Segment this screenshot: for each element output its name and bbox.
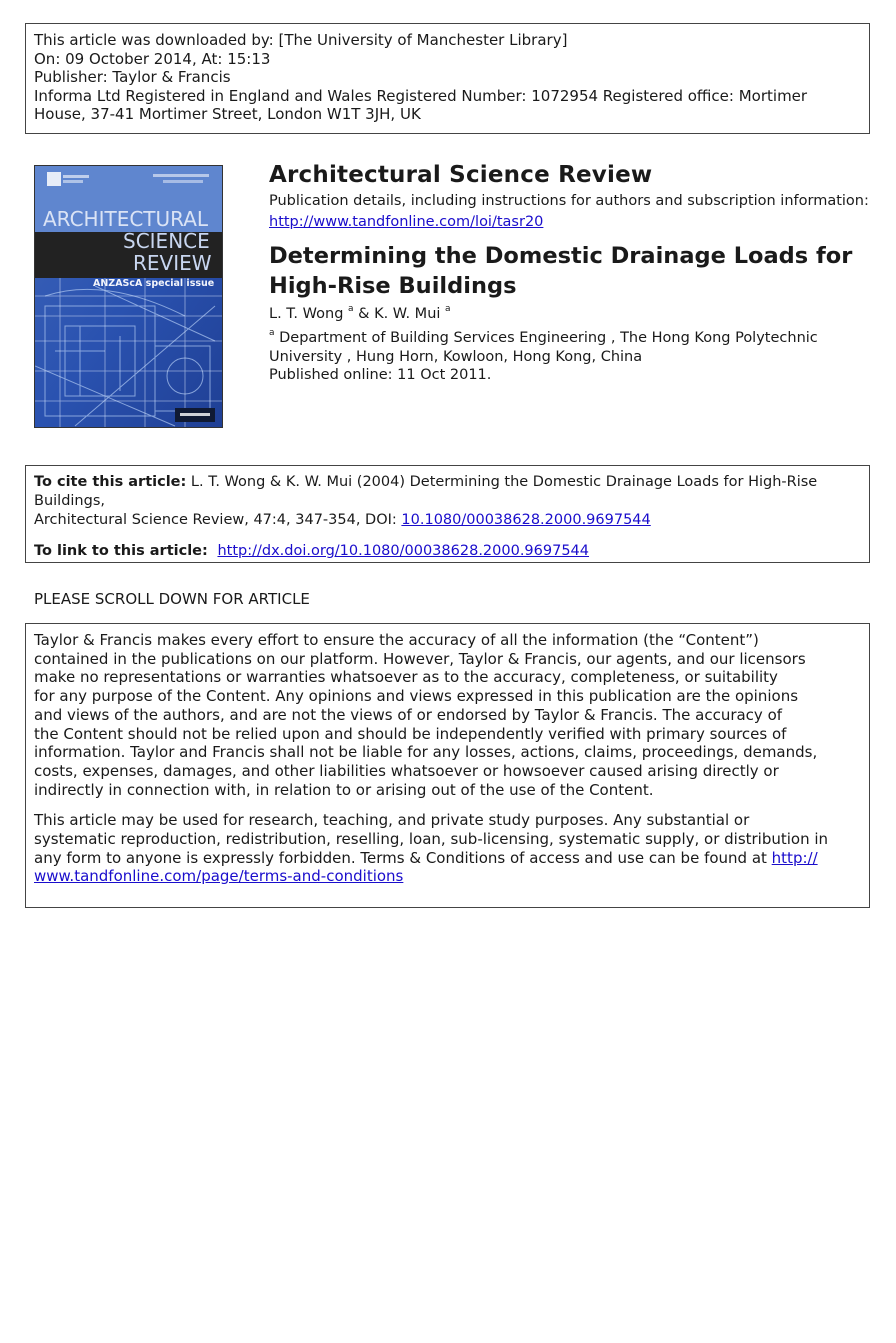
terms-link-part1[interactable]: http://	[771, 848, 818, 867]
terms-p1-line: indirectly in connection with, in relation to or arising out of the use of the Content.	[34, 780, 654, 799]
terms-p1-line: make no representations or warranties whatsoever as to the accuracy, completeness, or suitability	[34, 668, 778, 687]
publisher-line: Publisher: Taylor & Francis	[34, 68, 231, 86]
affiliation-line1: Department of Building Services Engineering , The Hong Kong Polytechnic	[274, 330, 818, 346]
cite-text-line1: L. T. Wong & K. W. Mui (2004) Determining the Domestic Drainage Loads for High-Rise Buildings,	[34, 474, 818, 509]
registration-line: Informa Ltd Registered in England and Wales Registered Number: 1072954 Registered office: Mortimer	[34, 86, 808, 105]
terms-p2-line2: systematic reproduction, redistribution, reselling, loan, sub-licensing, systematic supply, or distribution in	[34, 830, 829, 849]
cover-title-text: ARCHITECTURAL	[43, 207, 209, 231]
terms-p2-line1: This article may be used for research, teaching, and private study purposes. Any substantial or	[34, 811, 750, 830]
cover-special-issue-text: ANZAScA special issue	[93, 278, 215, 289]
author-mui-affil-mark: a	[445, 304, 451, 314]
terms-paragraph-1	[34, 631, 861, 799]
terms-box	[25, 623, 870, 908]
cite-text-line2: Architectural Science Review, 47:4, 347-354, DOI:	[34, 512, 402, 528]
article-title-line2: High-Rise Buildings	[269, 273, 517, 299]
download-date-line: On: 09 October 2014, At: 15:13	[34, 49, 271, 68]
authors-line	[269, 305, 869, 324]
article-title-line1: Determining the Domestic Drainage Loads for	[269, 243, 853, 269]
link-line	[34, 542, 861, 561]
terms-p1-line: and views of the authors, and are not the views of or endorsed by Taylor & Francis. The accuracy of	[34, 705, 783, 724]
author-wong: L. T. Wong	[269, 306, 344, 322]
journal-cover-image	[34, 165, 223, 428]
terms-p1-line: Taylor & Francis makes every effort to ensure the accuracy of all the information (the “Content”)	[34, 631, 759, 649]
article-title	[269, 241, 869, 301]
terms-p1-line: for any purpose of the Content. Any opinions and views expressed in this publication are the opinions	[34, 687, 799, 706]
terms-p1-line: costs, expenses, damages, and other liabilities whatsoever or howsoever caused arising directly or	[34, 761, 779, 780]
scroll-down-notice: PLEASE SCROLL DOWN FOR ARTICLE	[34, 590, 310, 608]
author-mui: K. W. Mui	[374, 306, 441, 322]
terms-p2-line3	[34, 849, 861, 868]
link-label: To link to this article:	[34, 543, 213, 559]
terms-p2-line4	[34, 867, 861, 886]
cover-review-text: REVIEW	[133, 251, 212, 275]
terms-p1-line: the Content should not be relied upon and should be independently verified with primary sources of	[34, 724, 787, 743]
author-wong-affil-mark: a	[348, 304, 354, 314]
downloaded-by-line: This article was downloaded by: [The University of Manchester Library]	[34, 31, 568, 49]
cite-line2	[34, 511, 861, 530]
publication-details-text: Publication details, including instructions for authors and subscription information:	[269, 193, 869, 209]
terms-p1-line: contained in the publications on our platform. However, Taylor & Francis, our agents, and our licensors	[34, 649, 806, 668]
affiliation-mark: a	[269, 328, 275, 338]
published-online-date: Published online: 11 Oct 2011.	[269, 367, 492, 383]
cite-label: To cite this article:	[34, 474, 187, 490]
journal-title: Architectural Science Review	[269, 162, 653, 188]
affiliation-line2: University , Hung Horn, Kowloon, Hong Kong, China	[269, 348, 643, 365]
affiliation-text	[269, 329, 869, 366]
author-separator: &	[353, 306, 375, 322]
terms-paragraph-2	[34, 811, 861, 886]
terms-conditions-link[interactable]: www.tandfonline.com/page/terms-and-conditions	[34, 867, 404, 886]
citation-box	[25, 465, 870, 563]
article-doi-url-link[interactable]: http://dx.doi.org/10.1080/00038628.2000.9697544	[217, 543, 590, 559]
download-info-box	[25, 23, 870, 134]
address-line: House, 37-41 Mortimer Street, London W1T 3JH, UK	[34, 105, 421, 123]
terms-p1-line: information. Taylor and Francis shall not be liable for any losses, actions, claims, proceedings, demands,	[34, 743, 818, 762]
journal-url-link[interactable]: http://www.tandfonline.com/loi/tasr20	[269, 214, 544, 230]
journal-info-block	[269, 160, 869, 385]
terms-p2-line3-text: any form to anyone is expressly forbidden. Terms & Conditions of access and use can be found at	[34, 848, 772, 867]
cite-doi-link[interactable]: 10.1080/00038628.2000.9697544	[401, 512, 651, 528]
cover-science-text: SCIENCE	[123, 229, 210, 253]
cite-line1	[34, 473, 861, 511]
